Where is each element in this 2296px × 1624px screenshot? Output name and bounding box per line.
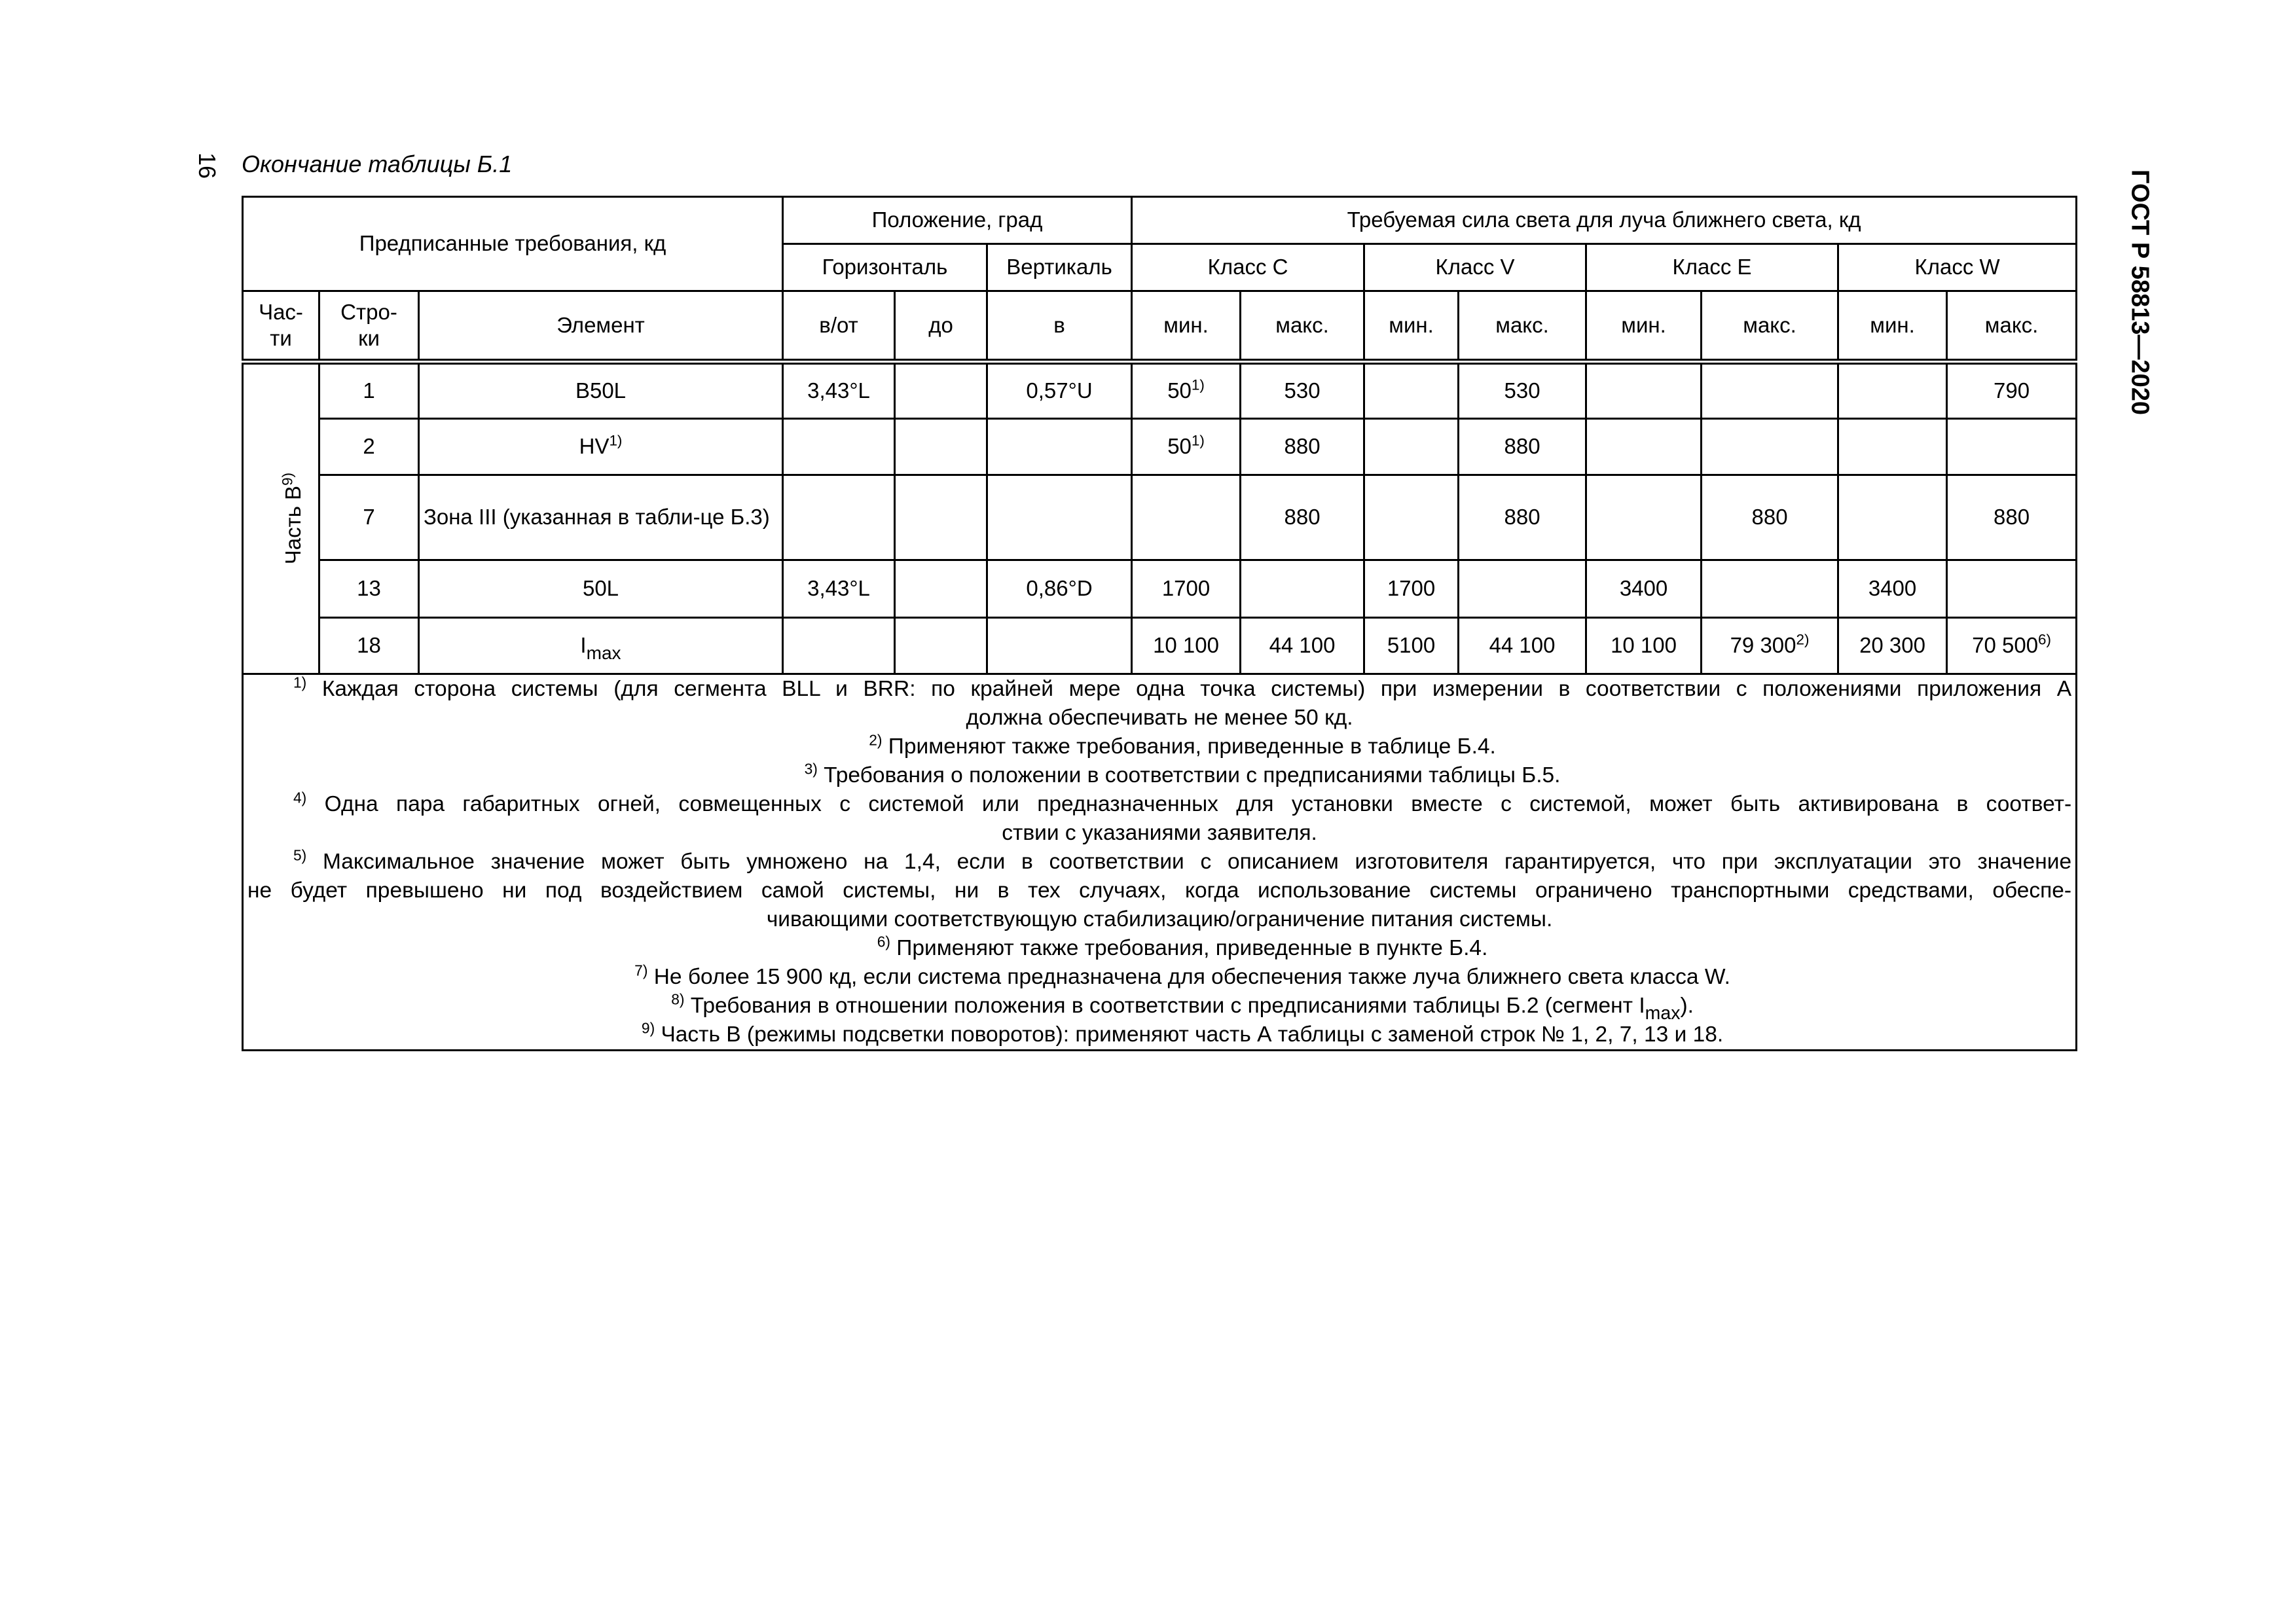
footnote-text: Применяют также требования, приведенные в таблице Б.4. [888, 734, 1496, 759]
intensity-value [1947, 560, 2077, 618]
footnote-ref: 2) [1796, 632, 1810, 649]
row-number-text: 2 [363, 434, 375, 459]
horizontal-from-text: 3,43°L [807, 576, 870, 601]
intensity-value [1459, 560, 1586, 618]
requirements-table [242, 196, 2077, 1051]
horizontal-to [895, 618, 987, 674]
intensity-value [1364, 362, 1459, 419]
footnote-ref: 1) [1191, 433, 1205, 450]
element-name-text: I [580, 633, 587, 658]
footnote-text: ствии с указаниями заявителя. [1002, 821, 1317, 845]
footnote-mark: 5) [293, 846, 307, 864]
element-name-text: Зона III (указанная в табли-це Б.3) [424, 505, 770, 530]
intensity-value-text: 790 [1994, 378, 2030, 403]
intensity-value [1132, 419, 1241, 475]
footnotes [243, 674, 2077, 1051]
intensity-value [1132, 475, 1241, 560]
footnote-text: Не более 15 900 кд, если система предназначена для обеспечения также луча ближнего света класса W. [653, 965, 1730, 989]
element-name [419, 475, 783, 560]
horizontal-to [895, 362, 987, 419]
table-title: Окончание таблицы Б.1 [242, 151, 513, 177]
header-prescribed: Предписанные требования, кд [243, 197, 783, 291]
intensity-value-text: 50 [1167, 378, 1192, 403]
element-name-text: B50L [575, 378, 627, 403]
footnote-mark: 6) [877, 933, 890, 950]
footnote-line [247, 819, 2071, 848]
intensity-value-text: 3400 [1868, 576, 1917, 601]
footnote-line [247, 761, 2071, 790]
header-parts [243, 291, 319, 362]
horizontal-from-text: 3,43°L [807, 378, 870, 403]
header-min-class-2: мин. [1586, 291, 1702, 362]
intensity-value [1459, 362, 1586, 419]
footnote-line [247, 732, 2071, 761]
intensity-value [1586, 560, 1702, 618]
header-to: до [895, 291, 987, 362]
horizontal-from [783, 362, 895, 419]
element-name [419, 419, 783, 475]
table-row [243, 560, 2077, 618]
intensity-value [1132, 618, 1241, 674]
header-max-class-3: макс. [1947, 291, 2077, 362]
header-class-e: Класс E [1586, 244, 1838, 291]
header-from: в/от [783, 291, 895, 362]
intensity-value [1241, 475, 1364, 560]
footnote-line [247, 704, 2071, 732]
horizontal-from [783, 475, 895, 560]
row-number [319, 475, 419, 560]
intensity-value-text: 20 300 [1859, 633, 1925, 658]
header-element: Элемент [419, 291, 783, 362]
header-class-c: Класс C [1132, 244, 1364, 291]
footnote-mark: 9) [641, 1019, 655, 1037]
intensity-value [1132, 560, 1241, 618]
horizontal-from [783, 560, 895, 618]
intensity-value [1241, 362, 1364, 419]
row-number [319, 362, 419, 419]
row-number-text: 7 [363, 505, 375, 530]
intensity-value-text: 3400 [1619, 576, 1668, 601]
footnote-text: Часть B (режимы подсветки поворотов): применяют часть А таблицы с заменой строк № 1, 2, 7, 13 и 18. [661, 1022, 1724, 1047]
row-number [319, 560, 419, 618]
intensity-value [1947, 419, 2077, 475]
intensity-value-text: 10 100 [1611, 633, 1677, 658]
header-parts-label: Час-ти [259, 300, 303, 350]
footnote-line [247, 905, 2071, 934]
intensity-value-text: 880 [1994, 505, 2030, 530]
header-max-class-1: макс. [1459, 291, 1586, 362]
element-name-text: 50L [582, 576, 619, 601]
footnote-text-tail: ). [1680, 994, 1694, 1018]
intensity-value [1702, 618, 1838, 674]
intensity-value [1702, 560, 1838, 618]
element-name [419, 362, 783, 419]
intensity-value [1838, 362, 1947, 419]
footnotes-row [243, 674, 2077, 1051]
intensity-value [1586, 419, 1702, 475]
footnote-line [247, 963, 2071, 992]
row-number-text: 18 [357, 633, 381, 658]
header-min-class-0: мин. [1132, 291, 1241, 362]
footnote-ref: 1) [1191, 377, 1205, 394]
intensity-value [1364, 618, 1459, 674]
intensity-value [1459, 618, 1586, 674]
row-number-text: 1 [363, 378, 375, 403]
header-position: Положение, град [783, 197, 1132, 244]
header-row-3 [243, 291, 2077, 362]
intensity-value-text: 1700 [1387, 576, 1436, 601]
intensity-value-text: 880 [1284, 434, 1321, 459]
footnote-text: Требования о положении в соответствии с предписаниями таблицы Б.5. [824, 763, 1561, 787]
intensity-value [1838, 618, 1947, 674]
intensity-value [1838, 419, 1947, 475]
intensity-value [1702, 362, 1838, 419]
subscript: max [586, 643, 621, 664]
vertical-at-text: 0,57°U [1026, 378, 1093, 403]
header-class-w: Класс W [1838, 244, 2077, 291]
footnote-text: должна обеспечивать не менее 50 кд. [966, 706, 1353, 730]
intensity-value [1241, 618, 1364, 674]
part-label [280, 473, 306, 564]
footnote-mark: 1) [293, 674, 307, 691]
header-rows [319, 291, 419, 362]
footnote-mark: 3) [804, 760, 818, 778]
vertical-at [987, 560, 1132, 618]
table-row [243, 618, 2077, 674]
table-row [243, 475, 2077, 560]
intensity-value [1132, 362, 1241, 419]
footnote-line [247, 876, 2071, 905]
element-name-text: HV [579, 434, 610, 459]
intensity-value [1838, 475, 1947, 560]
intensity-value-text: 880 [1504, 434, 1540, 459]
header-min-class-1: мин. [1364, 291, 1459, 362]
intensity-value [1947, 475, 2077, 560]
part-label-footnote: 9) [279, 473, 296, 486]
vertical-at-text: 0,86°D [1026, 576, 1093, 601]
intensity-value-text: 79 300 [1730, 633, 1796, 658]
horizontal-to [895, 419, 987, 475]
footnote-line [247, 848, 2071, 876]
footnote-text: Каждая сторона системы (для сегмента BLL и BRR: по крайней мере одна точка системы) при измерении в соответствии с положениями приложения А [321, 677, 2072, 701]
intensity-value-text: 70 500 [1972, 633, 2039, 658]
footnote-line [247, 990, 2071, 1024]
intensity-value [1241, 560, 1364, 618]
page-number: 16 [194, 152, 221, 179]
footnote-mark: 4) [293, 789, 307, 806]
intensity-value [1586, 362, 1702, 419]
intensity-value [1702, 419, 1838, 475]
footnote-text: чивающими соответствующую стабилизацию/ограничение питания системы. [766, 907, 1553, 931]
vertical-at [987, 475, 1132, 560]
intensity-value-text: 880 [1284, 505, 1321, 530]
intensity-value-text: 5100 [1387, 633, 1436, 658]
intensity-value [1586, 475, 1702, 560]
table-row [243, 419, 2077, 475]
header-at: в [987, 291, 1132, 362]
element-name [419, 560, 783, 618]
intensity-value [1459, 419, 1586, 475]
intensity-value [1364, 475, 1459, 560]
row-number [319, 618, 419, 674]
element-name [419, 618, 783, 674]
footnote-mark: 8) [671, 990, 685, 1008]
subscript: max [1645, 1002, 1681, 1024]
vertical-at [987, 362, 1132, 419]
header-row-1 [243, 197, 2077, 244]
header-class-v: Класс V [1364, 244, 1586, 291]
intensity-value-text: 44 100 [1489, 633, 1556, 658]
footnote-text: Максимальное значение может быть умножено на 1,4, если в соответствии с описанием изготовителя гарантируется, что при эксплуатации это значение [323, 850, 2072, 874]
intensity-value [1947, 362, 2077, 419]
footnote-mark: 7) [634, 962, 648, 979]
intensity-value-text: 530 [1284, 378, 1321, 403]
footnote-text: не будет превышено ни под воздействием самой системы, ни в тех случаях, когда использование системы ограничено транспортными средствами, обеспе- [247, 878, 2072, 903]
header-vertical: Вертикаль [987, 244, 1132, 291]
header-min-class-3: мин. [1838, 291, 1947, 362]
intensity-value-text: 880 [1504, 505, 1540, 530]
intensity-value [1838, 560, 1947, 618]
intensity-value-text: 10 100 [1153, 633, 1219, 658]
horizontal-to [895, 560, 987, 618]
horizontal-to [895, 475, 987, 560]
intensity-value [1586, 618, 1702, 674]
horizontal-from [783, 618, 895, 674]
intensity-value [1241, 419, 1364, 475]
header-required: Требуемая сила света для луча ближнего света, кд [1132, 197, 2077, 244]
intensity-value-text: 44 100 [1269, 633, 1336, 658]
header-horizontal: Горизонталь [783, 244, 987, 291]
footnote-ref: 1) [609, 433, 623, 450]
intensity-value-text: 530 [1504, 378, 1540, 403]
footnote-text: Одна пара габаритных огней, совмещенных с системой или предназначенных для установки вместе с системой, может быть активирована в соответ- [324, 792, 2072, 816]
footnote-ref: 6) [2038, 632, 2051, 649]
document-code: ГОСТ Р 58813—2020 [2126, 170, 2154, 415]
footnote-line [247, 934, 2071, 963]
row-number-text: 13 [357, 576, 381, 601]
row-number [319, 419, 419, 475]
intensity-value [1947, 618, 2077, 674]
intensity-value-text: 1700 [1161, 576, 1211, 601]
header-max-class-0: макс. [1241, 291, 1364, 362]
part-label-cell [243, 362, 319, 674]
intensity-value [1459, 475, 1586, 560]
intensity-value [1364, 419, 1459, 475]
intensity-value-text: 880 [1751, 505, 1788, 530]
header-rows-label: Стро-ки [340, 300, 397, 350]
header-max-class-2: макс. [1702, 291, 1838, 362]
footnote-line [247, 1020, 2071, 1049]
intensity-value [1364, 560, 1459, 618]
vertical-at [987, 419, 1132, 475]
footnote-line [247, 675, 2071, 704]
vertical-at [987, 618, 1132, 674]
footnote-line [247, 790, 2071, 819]
part-label-text: Часть B [281, 486, 306, 565]
intensity-value-text: 50 [1167, 434, 1192, 459]
intensity-value [1702, 475, 1838, 560]
footnote-text: Применяют также требования, приведенные в пункте Б.4. [896, 936, 1488, 960]
table-row [243, 362, 2077, 419]
horizontal-from [783, 419, 895, 475]
footnote-text: Требования в отношении положения в соответствии с предписаниями таблицы Б.2 (сегмент I [690, 994, 1645, 1018]
footnote-mark: 2) [869, 731, 883, 749]
